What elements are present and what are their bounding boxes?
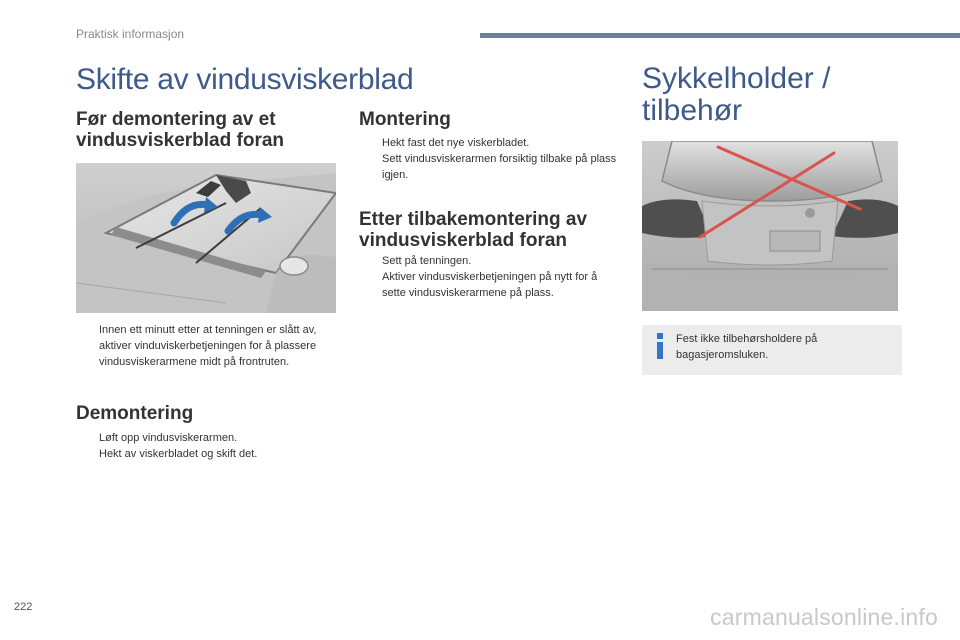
heading-removal: Demontering (76, 403, 194, 424)
heading-after-refit: Etter tilbakemontering av vindusviskerblad foran (359, 209, 588, 251)
watermark: carmanualsonline.info (710, 604, 938, 630)
header-rule (480, 33, 960, 38)
heading-before-removal: Før demontering av et vindusviskerblad foran (76, 109, 285, 151)
windshield-wiper-drawing (76, 163, 336, 313)
list-item (359, 269, 621, 301)
info-icon (655, 333, 665, 359)
before-removal-list (76, 322, 331, 370)
list-item-text: Sett vindusviskerarmen forsiktig tilbake på plass igjen. (382, 153, 617, 181)
tailgate-drawing (642, 141, 898, 311)
accessory-title: Sykkelholder / tilbehør (642, 62, 831, 127)
list-item (76, 430, 331, 446)
list-item-text: Hekt av viskerbladet og skift det. (99, 448, 258, 460)
info-note-text: Fest ikke tilbehørsholdere på bagasjeromsluken. (676, 333, 818, 361)
fitting-list (359, 135, 621, 183)
removal-list (76, 430, 331, 462)
heading-fitting: Montering (359, 109, 451, 130)
page-title: Skifte av vindusviskerblad (76, 63, 414, 96)
list-item-text: Hekt fast det nye viskerbladet. (382, 137, 530, 149)
rear-car-illustration (642, 141, 898, 311)
list-item-text: Løft opp vindusviskerarmen. (99, 432, 238, 444)
list-item (76, 322, 331, 370)
windshield-wiper-illustration (76, 163, 336, 313)
after-refit-list (359, 253, 621, 301)
page-number: 222 (14, 601, 33, 613)
list-item (359, 253, 621, 269)
list-item (359, 135, 621, 151)
list-item-text: Aktiver vindusviskerbetjeningen på nytt for å sette vindusviskerarmene på plass. (382, 271, 598, 299)
info-note (642, 325, 902, 375)
section-label: Praktisk informasjon (76, 27, 185, 41)
list-item (359, 151, 621, 183)
list-item-text: Sett på tenningen. (382, 255, 472, 267)
list-item-text: Innen ett minutt etter at tenningen er slått av, aktiver vinduviskerbetjeningen for å plassere vindusviskerarmene midt på frontruten. (99, 324, 317, 368)
list-item (76, 446, 331, 462)
